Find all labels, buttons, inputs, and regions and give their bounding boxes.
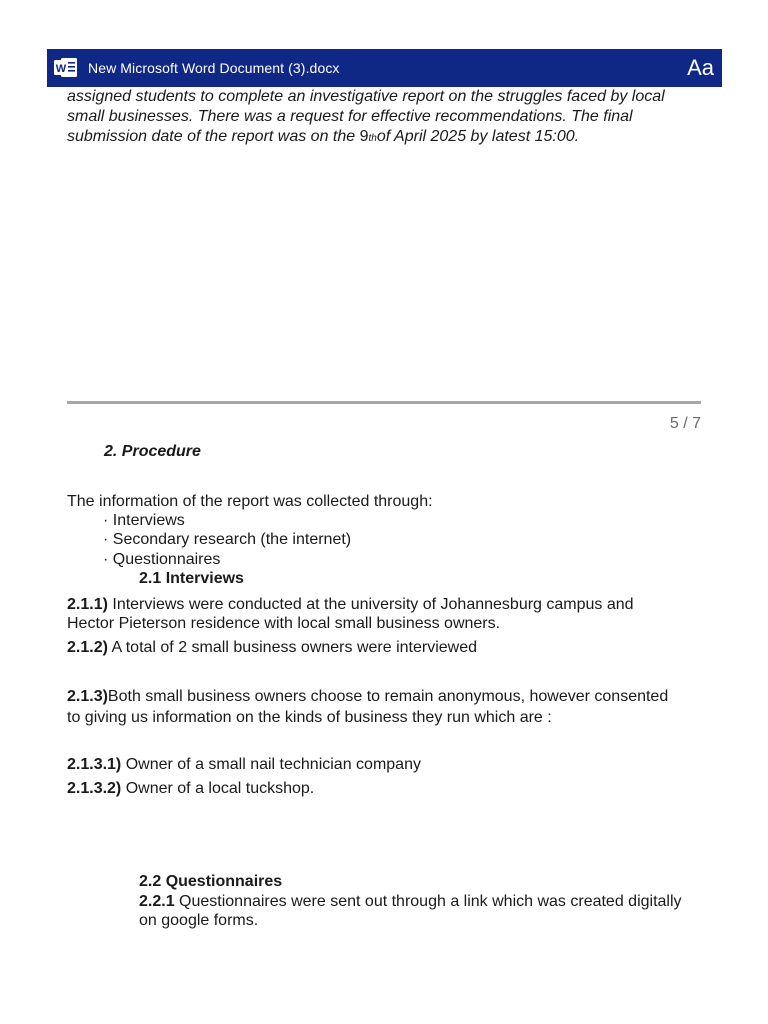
- procedure-intro: The information of the report was collected through:: [67, 493, 433, 510]
- p-2-1-3-2-text: Owner of a local tuckshop.: [121, 780, 315, 797]
- text-settings-button[interactable]: Aa: [687, 55, 714, 80]
- day-suffix: th: [368, 133, 377, 144]
- label-2-1-1: 2.1.1): [67, 596, 108, 613]
- paragraph-2-1-1: [67, 595, 707, 633]
- svg-text:W: W: [55, 63, 67, 75]
- method-item-questionnaires: · Questionnaires: [103, 551, 221, 568]
- questionnaires-heading: 2.2 Questionnaires: [139, 873, 283, 890]
- method-item-interviews: · Interviews: [103, 512, 185, 529]
- document-title: New Microsoft Word Document (3).docx: [88, 60, 340, 76]
- label-2-2-1: 2.2.1: [139, 893, 175, 910]
- p-2-2-1-line-2: on google forms.: [139, 912, 259, 929]
- intro-line-3-prefix: submission date of the report was on the: [67, 128, 360, 145]
- intro-line-3: [67, 127, 707, 147]
- paragraph-2-1-2: [67, 638, 477, 658]
- day-number: 9: [359, 128, 369, 145]
- p-2-2-1-line-1: Questionnaires were sent out through a link which was created digitally: [174, 893, 682, 910]
- p-2-1-1-line-2: Hector Pieterson residence with local small business owners.: [67, 615, 501, 632]
- p-2-1-1-line-1: Interviews were conducted at the university of Johannesburg campus and: [107, 596, 634, 613]
- paragraph-2-1-3-1: [67, 755, 421, 775]
- document-header-bar: [47, 49, 722, 87]
- p-2-1-3-1-text: Owner of a small nail technician company: [121, 756, 421, 773]
- interviews-heading: 2.1 Interviews: [139, 570, 244, 587]
- intro-line-2: small businesses. There was a request for effective recommendations. The final: [67, 108, 633, 125]
- procedure-heading: 2. Procedure: [104, 443, 201, 460]
- ordinal-date: [360, 128, 377, 145]
- label-2-1-2: 2.1.2): [67, 639, 108, 656]
- p-2-1-3-line-1: Both small business owners choose to remain anonymous, however consented: [107, 688, 669, 705]
- label-2-1-3: 2.1.3): [67, 688, 108, 705]
- p-2-1-2-text: A total of 2 small business owners were interviewed: [107, 639, 477, 656]
- paragraph-2-1-3: [67, 687, 707, 727]
- p-2-1-3-line-2: to giving us information on the kinds of business they run which are :: [67, 709, 552, 726]
- intro-paragraph: [67, 87, 707, 147]
- paragraph-2-2-1: [139, 892, 709, 930]
- paragraph-2-1-3-2: [67, 779, 314, 799]
- page-indicator: 5 / 7: [669, 415, 701, 432]
- intro-line-3-suffix: of April 2025 by latest 15:00.: [376, 128, 580, 145]
- page-divider: [67, 401, 701, 404]
- label-2-1-3-2: 2.1.3.2): [67, 780, 122, 797]
- word-icon: [54, 57, 78, 78]
- method-item-secondary-research: · Secondary research (the internet): [103, 531, 352, 548]
- label-2-1-3-1: 2.1.3.1): [67, 756, 122, 773]
- intro-line-1: assigned students to complete an investigative report on the struggles faced by local: [67, 88, 665, 105]
